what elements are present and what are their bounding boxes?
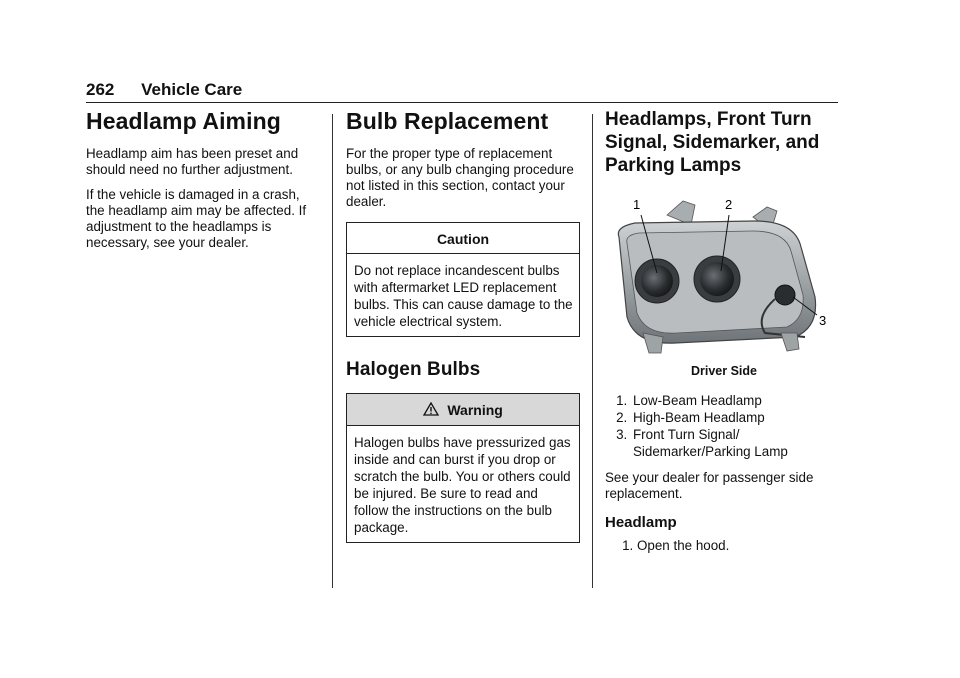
column-divider bbox=[332, 114, 333, 588]
callout-2: 2 bbox=[725, 197, 733, 212]
list-item: 1. Low-Beam Headlamp bbox=[631, 392, 843, 409]
column-bulb-replacement bbox=[346, 108, 580, 565]
list-item: 3. Front Turn Signal/ Sidemarker/Parking Lamp bbox=[631, 426, 843, 460]
headlamp-figure bbox=[605, 187, 843, 378]
headlamp-aiming-heading: Headlamp Aiming bbox=[86, 108, 281, 134]
bulb-replacement-heading: Bulb Replacement bbox=[346, 108, 549, 134]
steps-list bbox=[605, 537, 843, 554]
header-rule bbox=[86, 102, 838, 103]
caution-title: Caution bbox=[347, 223, 579, 254]
callout-3: 3 bbox=[819, 313, 827, 328]
caution-text: Do not replace incandescent bulbs with aftermarket LED replacement bulbs. This can cause damage to the vehicle electrical system. bbox=[354, 262, 573, 329]
section-title: Vehicle Care bbox=[141, 80, 243, 99]
parts-list bbox=[605, 392, 843, 460]
column-headlamps bbox=[605, 108, 843, 554]
paragraph: See your dealer for passenger side replacement. bbox=[605, 470, 814, 501]
warning-header bbox=[347, 394, 579, 426]
headlamps-heading: Headlamps, Front Turn Signal, Sidemarker, and Parking Lamps bbox=[605, 109, 820, 176]
column-divider bbox=[592, 114, 593, 588]
warning-text: Halogen bulbs have pressurized gas inside and can burst if you drop or scratch the bulb. You or others could be injured. Be sure to read and follow the instructions on the bulb package. bbox=[354, 435, 571, 536]
callout-1: 1 bbox=[633, 197, 641, 212]
warning-title: Warning bbox=[447, 402, 503, 419]
figure-caption: Driver Side bbox=[690, 364, 757, 378]
list-item: 1. Open the hood. bbox=[637, 537, 843, 554]
halogen-bulbs-heading: Halogen Bulbs bbox=[346, 358, 481, 380]
page-number: 262 bbox=[86, 80, 115, 99]
paragraph: For the proper type of replacement bulbs, or any bulb changing procedure not listed in this section, contact your dealer. bbox=[346, 145, 574, 209]
headlamp-assembly-illustration bbox=[605, 187, 837, 357]
headlamp-subheading: Headlamp bbox=[605, 514, 677, 531]
page-header bbox=[86, 80, 242, 100]
caution-box bbox=[346, 222, 580, 337]
warning-box bbox=[346, 393, 580, 543]
paragraph: If the vehicle is damaged in a crash, the headlamp aim may be affected. If adjustment to the headlamps is necessary, see your dealer. bbox=[86, 186, 307, 250]
paragraph: Headlamp aim has been preset and should need no further adjustment. bbox=[86, 145, 299, 177]
column-headlamp-aiming bbox=[86, 108, 318, 260]
list-item: 2. High-Beam Headlamp bbox=[631, 409, 843, 426]
warning-triangle-icon bbox=[423, 402, 443, 419]
